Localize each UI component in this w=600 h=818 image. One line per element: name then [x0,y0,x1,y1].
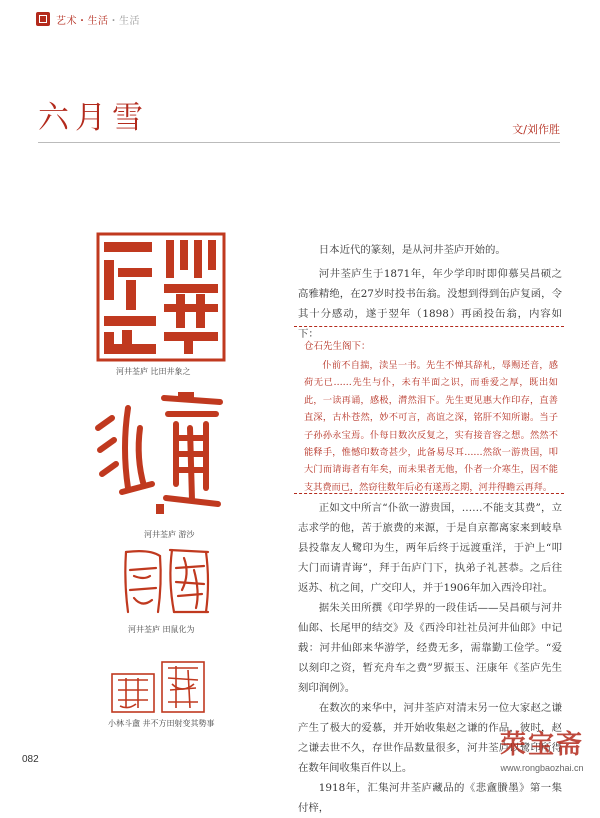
article-intro [298,240,562,260]
article-author: 文/刘作胜 [512,123,560,136]
seal-caption-1: 河井荃庐 比田井象之 [116,367,191,376]
paragraph-3-text: 据朱关田所撰《印学界的一段佳话——吴昌硕与河井仙郎、长尾甲的结交》及《西泠印社社员河井仙郎》中记载：河井仙郎来华游学，经费无多，需靠勤工俭学。“爱以刻印之资，暂充舟车之费”罗振玉、汪康年《荃庐先生刻印润例》。 [298,602,562,694]
publisher-watermark [500,724,584,773]
seal-3-graphic [120,546,214,618]
page-number: 082 [22,754,39,765]
seal-caption-2: 河井荃庐 游沙 [144,530,195,539]
paragraph-4-text: 在数次的来华中，河井荃庐对清末另一位大家赵之谦产生了极大的爱慕，并开始收集赵之谦的作品，彼时，赵之谦去世不久，存世作品数量很多，河井荃庐以鹭印所得在数年间收集百件以上。 [298,702,562,774]
seal-2-graphic [92,388,228,516]
paragraph-2-text: 正如文中所言“仆欲一游贵国，……不能支其费”，立志求学的他，苦于旅费的来源，于是自京都离家来到岐阜县投靠友人鹭印为生，两年后终于远渡重洋，于沪上“叩大门而请青诲”，拜于缶庐门下，执弟子礼甚恭。之后往返苏、杭之间，广交印人，并于1906年加入西泠印社。 [298,502,562,594]
article-title: 六月雪 [38,100,149,136]
seal-caption-3: 河井荃庐 田鼠化为 [128,625,195,634]
section-header [56,12,140,27]
seal-image-2 [92,388,228,516]
seal-image-4 [108,660,208,714]
seal-caption-4: 小林斗盦 井不方田射变其勢事 [108,719,215,728]
letter-greeting: 仓石先生阁下： [304,341,371,352]
magazine-logo-icon [36,12,50,26]
paragraph-5-text: 1918年，汇集河井荃庐藏品的《悲盦賸墨》第一集付梓， [298,782,562,814]
seal-image-1 [96,232,226,362]
section-label: 艺术・生活 [56,16,109,27]
intro-paragraph: 日本近代的篆刻，是从河井荃庐开始的。 [318,244,506,256]
seal-1-graphic [96,232,226,362]
subsection-label: ・生活 [108,16,140,27]
seal-image-3 [120,546,214,618]
watermark-url: www.rongbaozhai.cn [500,763,584,773]
watermark-logo-text: 荣宝斋 [499,730,584,760]
paragraph-1-text: 河井荃庐生于1871年，年少学印时即仰慕吴昌硕之高雅精绝，在27岁时投书缶翁。没想到得到缶庐复函，令其十分感动，遂于翌年（1898）再函投缶翁，内容如下： [298,268,562,340]
title-divider [38,142,560,143]
letter-body: 仆前不自揣，渎呈一书。先生不惮其辞札，辱赐还音，感荷无已……先生与仆，未有半面之识，而垂爱之厚，既出如此，一读再诵，感极，潸然泪下。先生更见惠大作印存，直善直深，古朴苍然，妙不可言，高谊之深，铭肝不知所谢。当子子孙孙永宝焉。仆每日数次反复之，实有接音容之想。然然不能释手，惟憾印数奇甚少，此备易尽耳……然欲一游贵国，叩大门而请诲者有年矣，而未果者无他，仆者一介寒生，因不能支其费而已，然窃往数年后必有遂焉之期，河井得瞻云再拜。 [304,360,558,493]
quoted-letter-block [294,326,564,494]
seal-4-graphic [108,660,208,714]
